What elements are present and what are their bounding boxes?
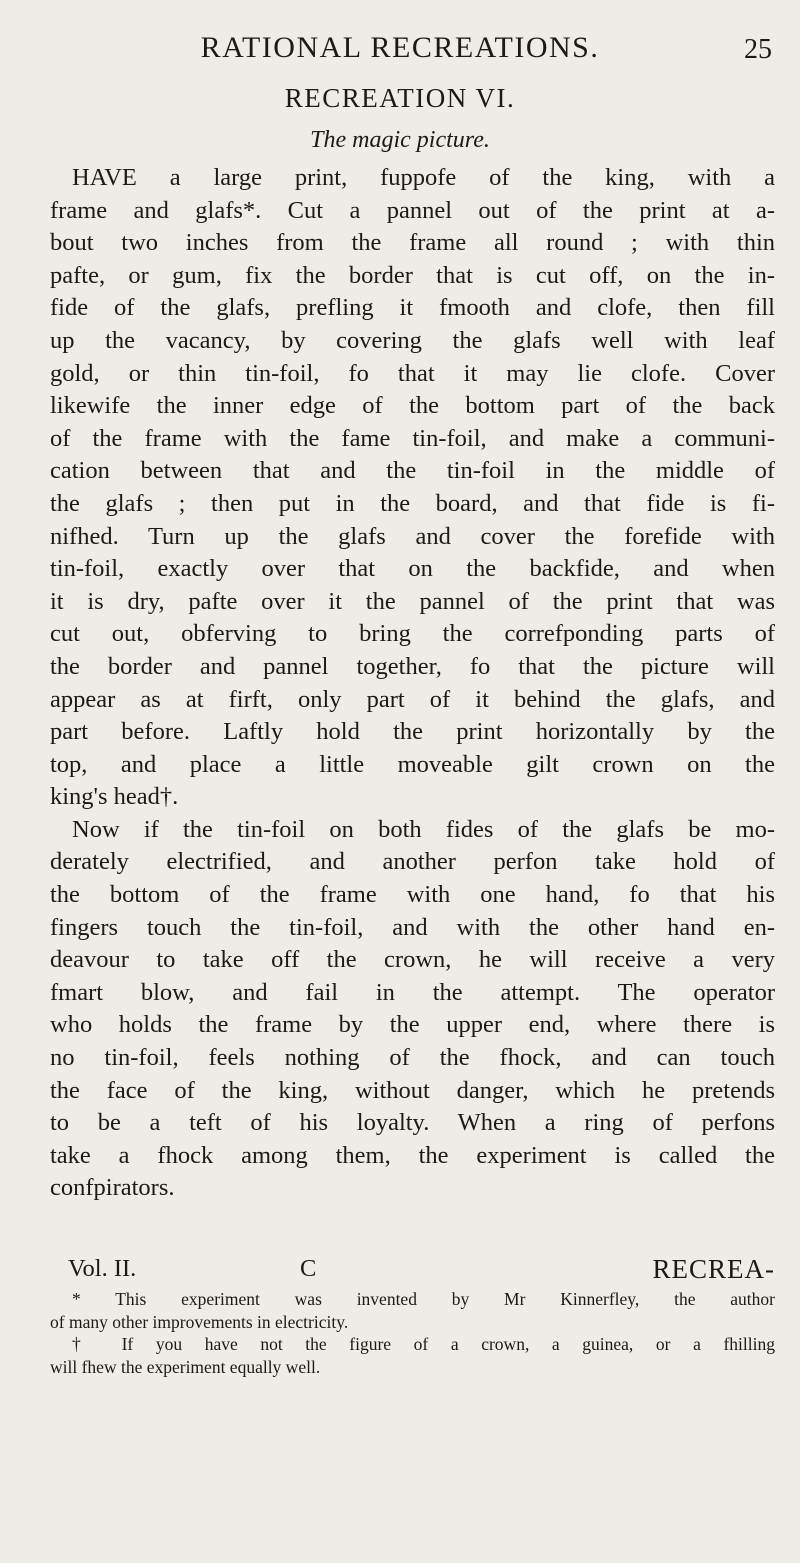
footnotes xyxy=(50,1288,775,1378)
body-line: appear as at firft, only part of it behind the glafs, and xyxy=(50,685,775,713)
body-line: bout two inches from the frame all round ; with thin xyxy=(50,229,775,257)
body-line: frame and glafs*. Cut a pannel out of the print at a- xyxy=(50,196,775,224)
body-line: the face of the king, without danger, which he pretends xyxy=(50,1076,775,1104)
footnote-line: * This experiment was invented by Mr Kinnerfley, the author xyxy=(72,1289,775,1309)
footnote-line: will fhew the experiment equally well. xyxy=(50,1356,321,1377)
signature-line xyxy=(68,1252,775,1286)
section-heading: RECREATION VI. xyxy=(284,83,516,113)
body-line: the glafs ; then put in the board, and that fide is fi- xyxy=(50,489,775,517)
body-line: fmart blow, and fail in the attempt. The operator xyxy=(50,978,775,1006)
body-text xyxy=(50,162,775,1205)
catchword: RECREA- xyxy=(652,1254,775,1284)
body-line: take a fhock among them, the experiment is called the xyxy=(50,1141,775,1169)
body-line: tin-foil, exactly over that on the backfide, and when xyxy=(50,555,775,583)
body-line: deavour to take off the crown, he will receive a very xyxy=(50,946,775,974)
body-line: up the vacancy, by covering the glafs well with leaf xyxy=(50,326,775,354)
body-line: confpirators. xyxy=(50,1174,175,1202)
section-subtitle: The magic picture. xyxy=(310,127,490,153)
body-line: cut out, obferving to bring the correfponding parts of xyxy=(50,620,775,648)
body-line: Now if the tin-foil on both fides of the glafs be mo- xyxy=(72,815,775,843)
body-line: of the frame with the fame tin-foil, and make a communi- xyxy=(50,424,775,452)
body-line: the bottom of the frame with one hand, fo that his xyxy=(50,881,775,909)
signature-mark: C xyxy=(300,1255,317,1282)
body-line: pafte, or gum, fix the border that is cut off, on the in- xyxy=(50,261,775,289)
footnote-line: of many other improvements in electricity. xyxy=(50,1311,349,1332)
volume-label: Vol. II. xyxy=(68,1255,137,1282)
body-line: fingers touch the tin-foil, and with the other hand en- xyxy=(50,913,775,941)
body-line: derately electrified, and another perfon take hold of xyxy=(50,848,775,876)
body-line: gold, or thin tin-foil, fo that it may lie clofe. Cover xyxy=(50,359,775,387)
body-line: part before. Laftly hold the print horizontally by the xyxy=(50,718,775,746)
body-line: cation between that and the tin-foil in the middle of xyxy=(50,457,775,485)
footnote-line: † If you have not the figure of a crown, a guinea, or a fhilling xyxy=(72,1334,775,1354)
running-head xyxy=(0,26,800,70)
page-number: 25 xyxy=(744,34,772,65)
body-line: it is dry, pafte over it the pannel of the print that was xyxy=(50,587,775,615)
body-line: who holds the frame by the upper end, where there is xyxy=(50,1011,775,1039)
body-line: nifhed. Turn up the glafs and cover the forefide with xyxy=(50,522,775,550)
body-line: the border and pannel together, fo that the picture will xyxy=(50,652,775,680)
body-line: to be a teft of his loyalty. When a ring of perfons xyxy=(50,1109,775,1137)
body-line: likewife the inner edge of the bottom part of the back xyxy=(50,392,775,420)
body-line: HAVE a large print, fuppofe of the king, with a xyxy=(72,164,775,191)
body-line: top, and place a little moveable gilt crown on the xyxy=(50,750,775,778)
body-line: fide of the glafs, prefling it fmooth and clofe, then fill xyxy=(50,294,775,322)
body-line: king's head†. xyxy=(50,783,179,811)
body-line: no tin-foil, feels nothing of the fhock, and can touch xyxy=(50,1044,775,1072)
running-title: RATIONAL RECREATIONS. xyxy=(200,31,600,64)
